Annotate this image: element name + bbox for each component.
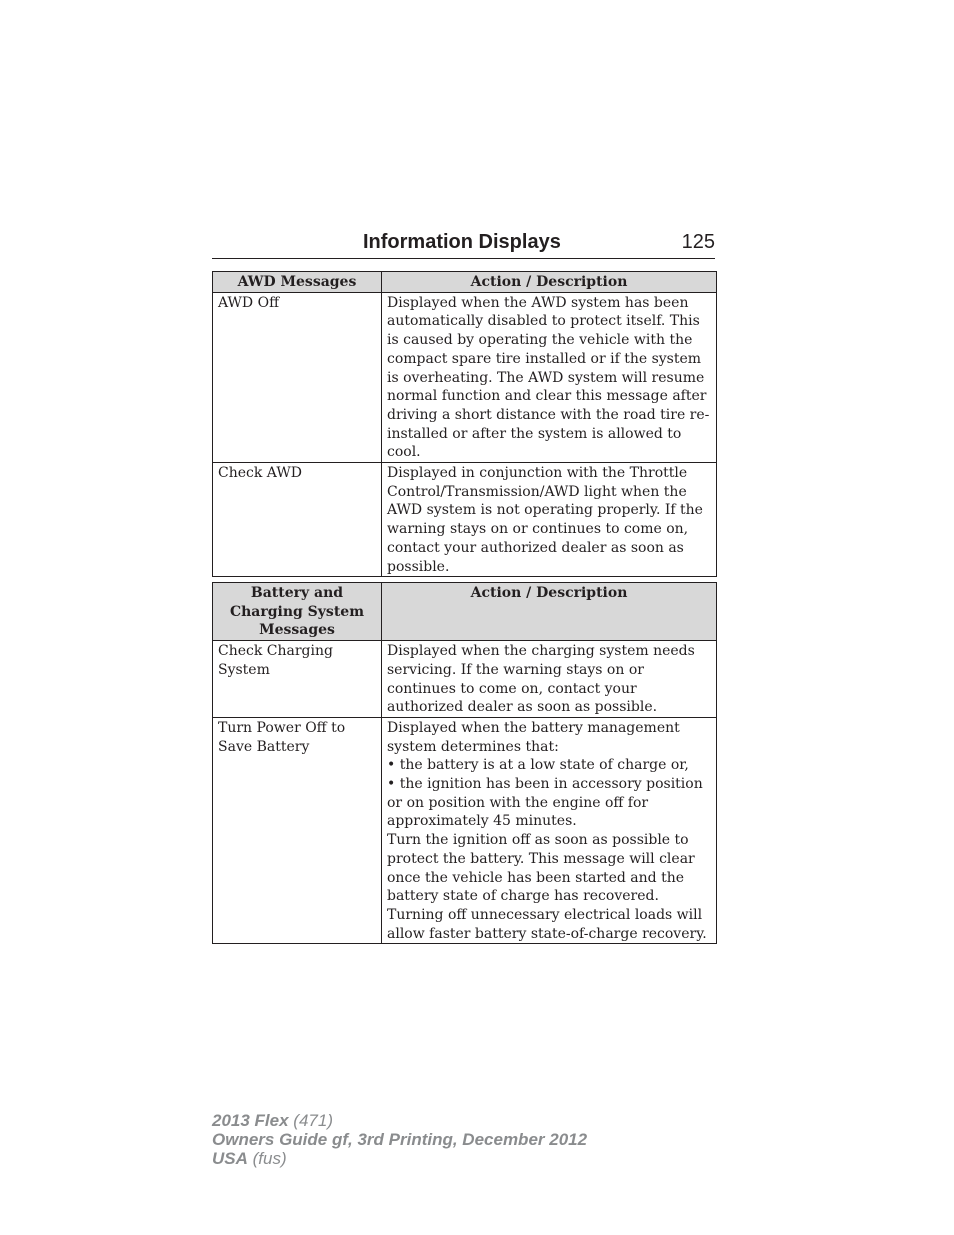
column-header-description: Action / Description	[382, 272, 717, 293]
description-cell: Displayed when the AWD system has been automatically disabled to protect itself. This is caused by operating the vehicle with the compact spare tire installed or if the system is overheating. The AWD system will resume normal function and clear this message after driving a short distance with the road tire re-installed or after the system is allowed to cool.	[382, 292, 717, 462]
battery-messages-table	[212, 582, 717, 944]
message-cell: Turn Power Off to Save Battery	[213, 717, 382, 943]
message-cell: Check AWD	[213, 463, 382, 577]
table-row	[213, 292, 717, 462]
footer-line-model	[212, 1111, 587, 1130]
table-row	[213, 641, 717, 718]
description-outro: Turn the ignition off as soon as possible to protect the battery. This message will clear once the vehicle has been started and the battery state of charge has recovered. Turning off unnecessary electrical loads will allow faster battery state-of-charge recovery.	[387, 832, 707, 942]
message-cell: AWD Off	[213, 292, 382, 462]
footer-line-market	[212, 1149, 587, 1168]
description-cell: Displayed when the charging system needs servicing. If the warning stays on or continues to come on, contact your authorized dealer as soon as possible.	[382, 641, 717, 718]
description-intro: Displayed when the battery management system determines that:	[387, 719, 680, 755]
description-cell: Displayed in conjunction with the Throttle Control/Transmission/AWD light when the AWD system is not operating properly. If the warning stays on or continues to come on, contact your authorized dealer as soon as possible.	[382, 463, 717, 577]
page-number: 125	[681, 231, 715, 253]
footer-market: USA	[212, 1149, 248, 1168]
footer-line-guide	[212, 1130, 587, 1149]
footer-model: 2013 Flex	[212, 1111, 289, 1130]
footer-model-code: (471)	[293, 1111, 333, 1130]
message-cell: Check Charging System	[213, 641, 382, 718]
bullet-item: • the battery is at a low state of charge or,	[387, 757, 689, 774]
table-row	[213, 463, 717, 577]
table-row	[213, 717, 717, 943]
footer-guide: Owners Guide gf, 3rd Printing, December 2012	[212, 1130, 588, 1149]
column-header-description: Action / Description	[382, 583, 717, 641]
page-title: Information Displays	[363, 231, 561, 253]
table-header-row	[213, 272, 717, 293]
column-header-messages: Battery and Charging System Messages	[213, 583, 382, 641]
bullet-item: • the ignition has been in accessory position or on position with the engine off for approximately 45 minutes.	[387, 776, 703, 830]
table-header-row	[213, 583, 717, 641]
description-cell	[382, 717, 717, 943]
page-footer	[212, 1111, 587, 1168]
awd-messages-table	[212, 271, 717, 577]
page-header	[212, 228, 715, 259]
footer-market-code: (fus)	[252, 1149, 287, 1168]
column-header-messages: AWD Messages	[213, 272, 382, 293]
